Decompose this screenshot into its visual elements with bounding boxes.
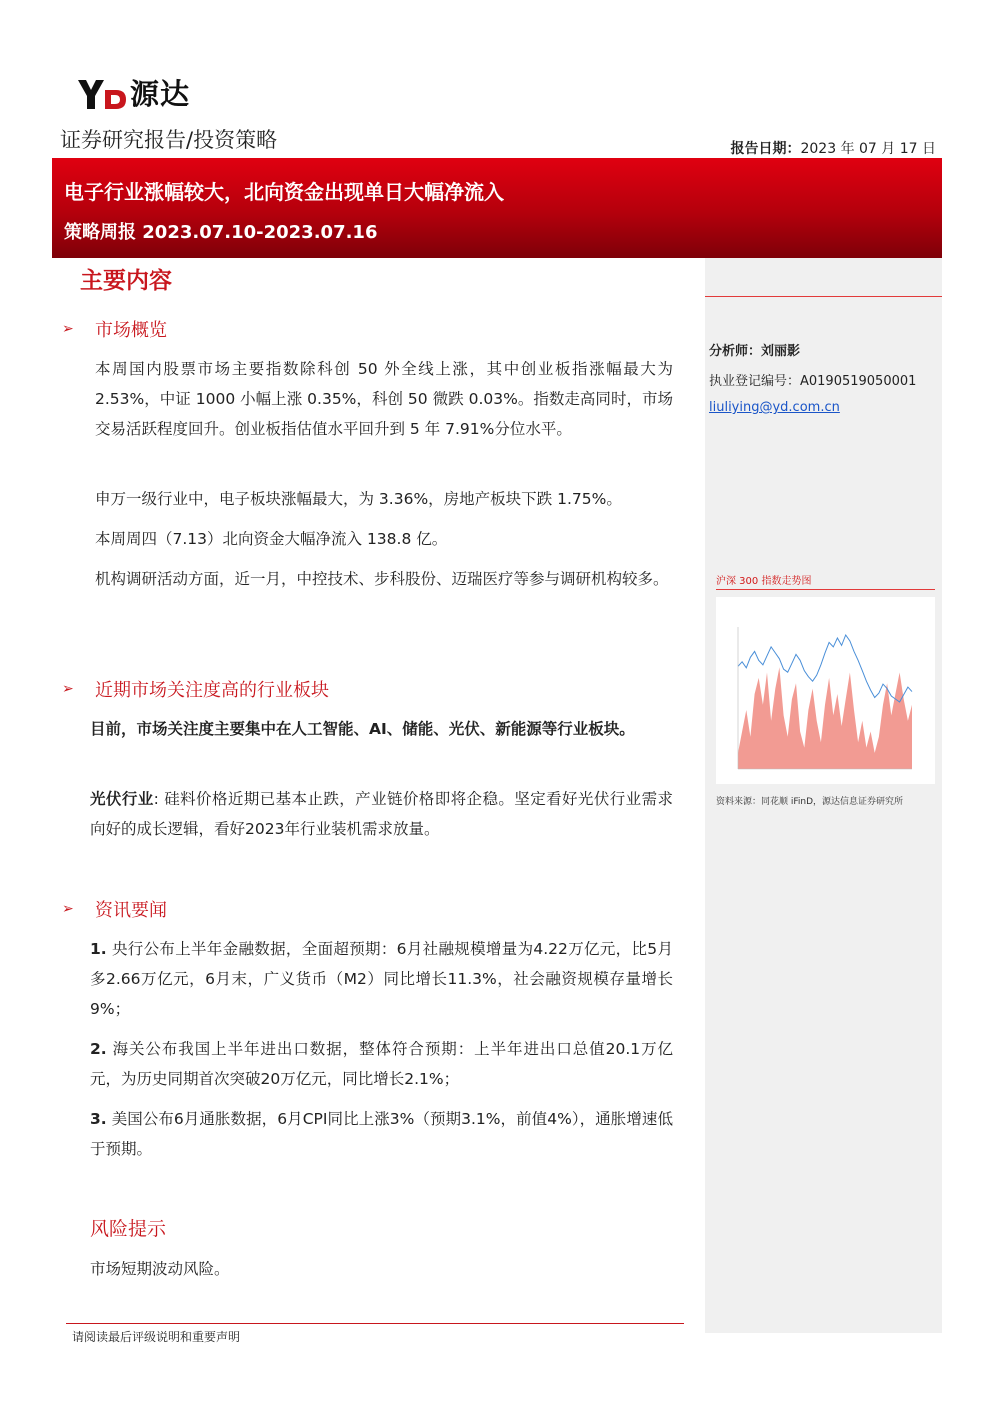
yd-logo-icon (78, 76, 128, 112)
arrow-bullet-icon: ➢ (62, 901, 74, 917)
paragraph: 机构调研活动方面，近一月，中控技术、步科股份、迈瑞医疗等参与调研机构较多。 (95, 570, 669, 588)
report-date-label: 报告日期： (730, 141, 801, 157)
chart-source: 资料来源：同花顺 iFinD，源达信息证券研究所 (716, 797, 904, 807)
risk-text: 市场短期波动风险。 (90, 1260, 230, 1278)
section-news (62, 896, 167, 922)
pv-industry-text: : 硅料价格近期已基本止跌，产业链价格即将企稳。坚定看好光伏行业需求向好的成长逻辑，看好2023年行业装机需求放量。 (90, 790, 673, 838)
report-date-value: 2023 年 07 月 17 日 (800, 141, 936, 157)
section-hot-sectors (62, 676, 329, 702)
brand-name: 源达 (130, 77, 191, 111)
section-title: 近期市场关注度高的行业板块 (95, 680, 329, 701)
news-item-text: 海关公布我国上半年进出口数据，整体符合预期：上半年进出口总值20.1万亿元，为历史同期首次突破20万亿元，同比增长2.1%； (90, 1040, 674, 1088)
arrow-bullet-icon: ➢ (62, 321, 74, 337)
report-date (730, 138, 936, 158)
index-chart (716, 597, 935, 784)
news-item-number: 1. (90, 940, 107, 958)
brand-logo (78, 76, 190, 112)
sidebar (705, 258, 942, 1333)
footer-disclaimer: 请阅读最后评级说明和重要声明 (72, 1330, 241, 1344)
report-type: 证券研究报告/投资策略 (60, 128, 278, 152)
hot-sectors-lead: 目前，市场关注度主要集中在人工智能、AI、储能、光伏、新能源等行业板块。 (90, 720, 635, 738)
sidebar-divider (705, 296, 942, 297)
chart-title: 沪深 300 指数走势图 (716, 576, 812, 587)
paragraph: 本周国内股票市场主要指数除科创 50 外全线上涨，其中创业板指涨幅最大为 2.53%，中证 1000 小幅上涨 0.35%，科创 50 微跌 0.03%。指数走高同时，市场交易活跃程度回升。创业板指估值水平回升到 5 年 7.91%分位水平。 (95, 360, 673, 438)
analyst-email-link[interactable]: liuliying@yd.com.cn (709, 400, 840, 415)
arrow-bullet-icon: ➢ (62, 681, 74, 697)
chart-area-series (738, 667, 912, 769)
news-item (90, 934, 673, 1024)
news-item-text: 美国公布6月通胀数据，6月CPI同比上涨3%（预期3.1%，前值4%），通胀增速低于预期。 (90, 1110, 673, 1158)
news-item-number: 3. (90, 1110, 107, 1128)
pv-industry-paragraph (90, 784, 673, 844)
footer-divider (66, 1323, 684, 1324)
section-title: 市场概览 (95, 320, 167, 341)
pv-industry-label: 光伏行业 (90, 790, 154, 808)
news-item (90, 1034, 673, 1094)
news-item (90, 1104, 673, 1164)
analyst-license: 执业登记编号：A0190519050001 (709, 374, 917, 389)
title-banner (52, 158, 942, 258)
news-item-text: 央行公布上半年金融数据，全面超预期：6月社融规模增量为4.22万亿元，比5月多2.66万亿元，6月末，广义货币（M2）同比增长11.3%，社会融资规模存量增长9%； (90, 940, 673, 1018)
report-subtitle: 策略周报 2023.07.10-2023.07.16 (64, 222, 378, 243)
report-title: 电子行业涨幅较大，北向资金出现单日大幅净流入 (64, 180, 504, 204)
index-chart-svg (716, 597, 935, 784)
main-heading: 主要内容 (80, 268, 172, 294)
news-item-number: 2. (90, 1040, 107, 1058)
analyst-name: 分析师：刘丽影 (709, 344, 801, 359)
risk-heading: 风险提示 (90, 1218, 167, 1240)
paragraph: 申万一级行业中，电子板块涨幅最大，为 3.36%，房地产板块下跌 1.75%。 (95, 490, 622, 508)
paragraph: 本周周四（7.13）北向资金大幅净流入 138.8 亿。 (95, 530, 448, 548)
section-market-overview (62, 316, 167, 342)
section-title: 资讯要闻 (95, 900, 167, 921)
chart-divider (716, 589, 935, 590)
